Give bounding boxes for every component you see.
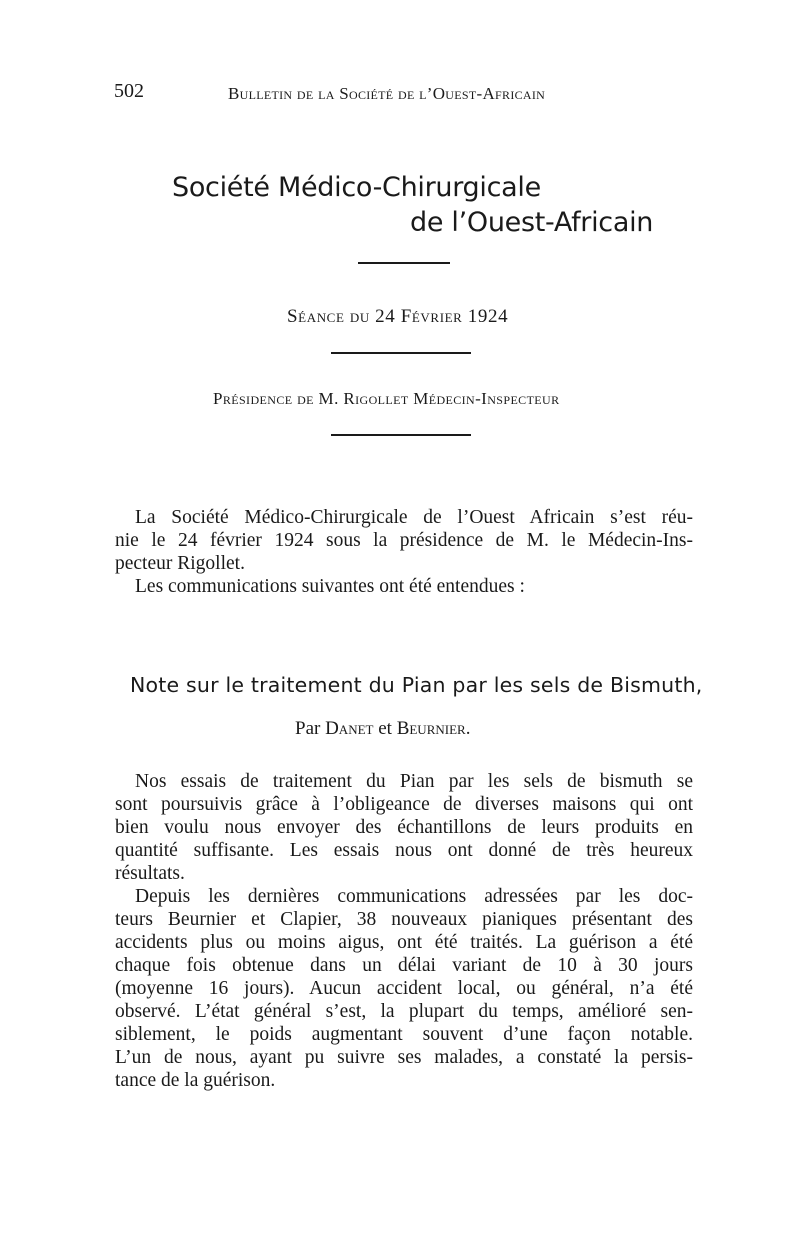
text-line: Depuis les dernières communications adressées par les doc- <box>135 886 693 907</box>
text-line: nie le 24 février 1924 sous la présidence de M. le Médecin-Ins- <box>115 530 693 551</box>
author-name: Beurnier. <box>396 718 471 739</box>
text-line: quantité suffisante. Les essais nous ont donné de très heureux <box>115 840 693 861</box>
text-line: sont poursuivis grâce à l’obligeance de diverses maisons qui ont <box>115 794 693 815</box>
text-line: résultats. <box>115 863 185 884</box>
divider-rule <box>331 352 471 354</box>
text-line: accidents plus ou moins aigus, ont été traités. La guérison a été <box>115 932 693 953</box>
author-name: Danet <box>325 718 374 739</box>
text-line: Les communications suivantes ont été entendues : <box>135 576 525 597</box>
session-date: Séance du 24 Février 1924 <box>287 306 509 327</box>
text-line: bien voulu nous envoyer des échantillons de leurs produits en <box>115 817 693 838</box>
text-line: La Société Médico-Chirurgicale de l’Ouest Africain s’est réu- <box>135 507 693 528</box>
intro-paragraph <box>115 506 693 598</box>
text-line: tance de la guérison. <box>115 1070 276 1091</box>
note-authors <box>295 718 470 740</box>
text-line: siblement, le poids augmentant souvent d’une façon notable. <box>115 1024 693 1045</box>
text-line: pecteur Rigollet. <box>115 553 245 574</box>
society-title-line1: Société Médico-Chirurgicale <box>172 172 541 203</box>
running-head: Bulletin de la Société de l’Ouest-Africain <box>228 84 546 103</box>
page-number: 502 <box>114 80 144 102</box>
text-line: observé. L’état général s’est, la plupart du temps, amélioré sen- <box>115 1001 693 1022</box>
session-presidency: Présidence de M. Rigollet Médecin-Inspecteur <box>213 389 560 408</box>
divider-rule <box>331 434 471 436</box>
text-line: chaque fois obtenue dans un délai variant de 10 à 30 jours <box>115 955 693 976</box>
society-title-line2: de l’Ouest-Africain <box>410 207 654 238</box>
text-line: Nos essais de traitement du Pian par les sels de bismuth se <box>135 771 693 792</box>
divider-rule <box>358 262 450 264</box>
authors-prefix: Par <box>295 718 321 739</box>
text-line: teurs Beurnier et Clapier, 38 nouveaux pianiques présentant des <box>115 909 693 930</box>
note-title: Note sur le traitement du Pian par les sels de Bismuth, <box>130 673 703 697</box>
authors-and: et <box>378 718 392 739</box>
text-line: (moyenne 16 jours). Aucun accident local, ou général, n’a été <box>115 978 693 999</box>
note-body <box>115 770 693 1092</box>
text-line: L’un de nous, ayant pu suivre ses malades, a constaté la persis- <box>115 1047 693 1068</box>
